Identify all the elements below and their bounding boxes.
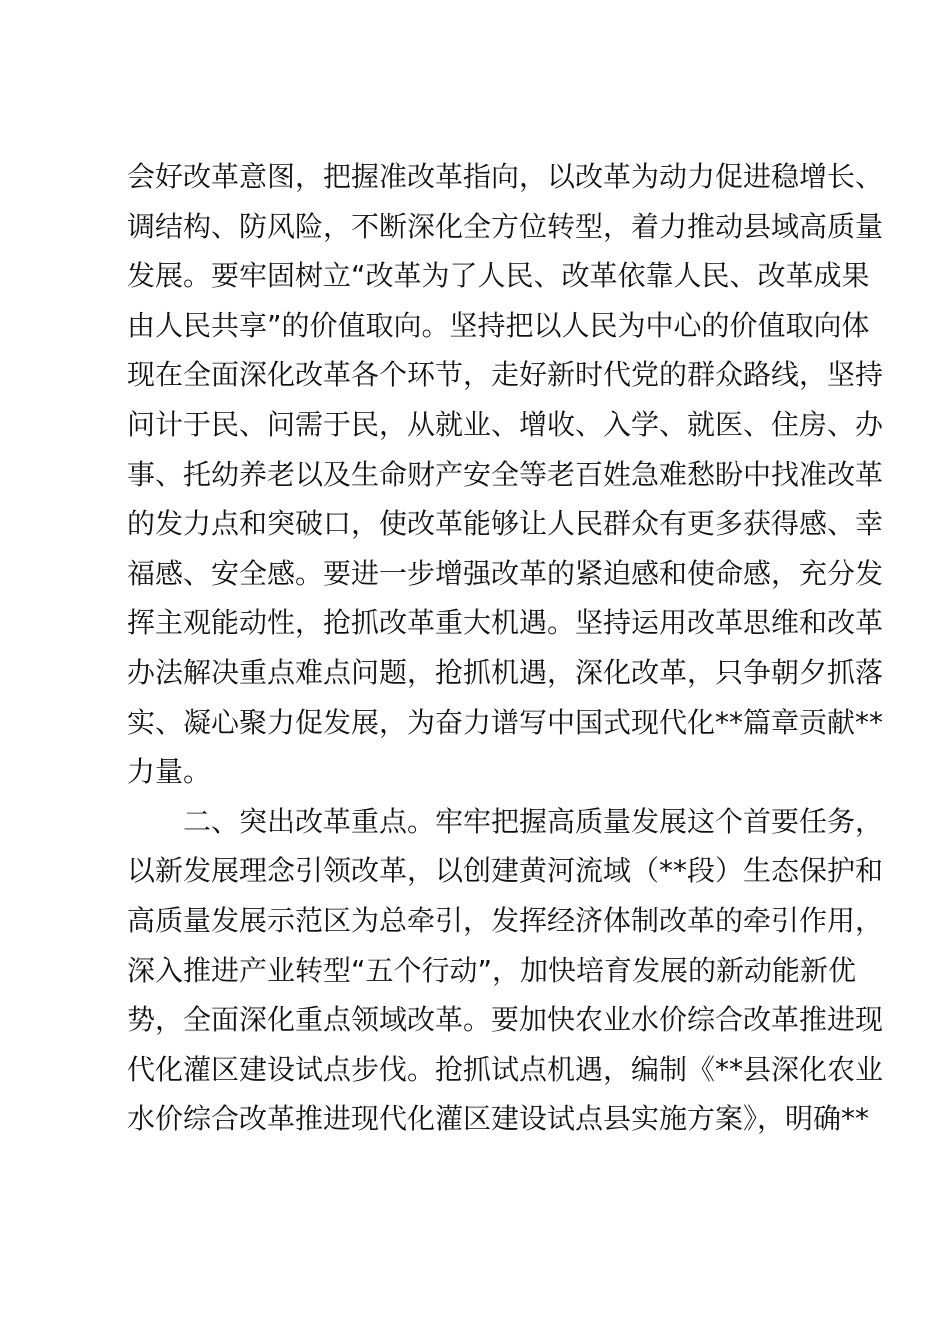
paragraph-line: 事、托幼养老以及生命财产安全等老百姓急难愁盼中找准改革 <box>127 457 884 491</box>
paragraph-line: 的发力点和突破口，使改革能够让人民群众有更多获得感、幸 <box>127 507 884 541</box>
paragraph-line: 实、凝心聚力促发展，为奋力谱写中国式现代化**篇章贡献** <box>127 705 884 739</box>
paragraph-line: 问计于民、问需于民，从就业、增收、入学、就医、住房、办 <box>127 407 884 441</box>
document-body <box>127 152 884 1144</box>
paragraph-line: 办法解决重点难点问题，抢抓机遇，深化改革，只争朝夕抓落 <box>127 655 884 689</box>
paragraph-line: 水价综合改革推进现代化灌区建设试点县实施方案》，明确** <box>127 1102 870 1136</box>
paragraph-line: 由人民共享”的价值取向。坚持把以人民为中心的价值取向体 <box>127 308 870 342</box>
paragraph-line: 会好改革意图，把握准改革指向，以改革为动力促进稳增长、 <box>127 160 884 193</box>
paragraph-1 <box>127 152 884 797</box>
paragraph-line: 调结构、防风险，不断深化全方位转型，着力推动县域高质量 <box>127 209 884 243</box>
paragraph-line: 二、突出改革重点。牢牢把握高质量发展这个首要任务， <box>127 804 884 838</box>
paragraph-line: 发展。要牢固树立“改革为了人民、改革依靠人民、改革成果 <box>127 259 870 293</box>
paragraph-line: 高质量发展示范区为总牵引，发挥经济体制改革的牵引作用， <box>127 903 884 937</box>
paragraph-line: 福感、安全感。要进一步增强改革的紧迫感和使命感，充分发 <box>127 556 884 590</box>
paragraph-line: 代化灌区建设试点步伐。抢抓试点机遇，编制《**县深化农业 <box>127 1052 884 1086</box>
paragraph-line: 挥主观能动性，抢抓改革重大机遇。坚持运用改革思维和改革 <box>127 606 884 640</box>
paragraph-line: 势，全面深化重点领域改革。要加快农业水价综合改革推进现 <box>127 1003 884 1037</box>
paragraph-line: 深入推进产业转型“五个行动”，加快培育发展的新动能新优 <box>127 953 857 987</box>
paragraph-line: 以新发展理念引领改革，以创建黄河流域（**段）生态保护和 <box>127 854 884 888</box>
paragraph-line: 力量。 <box>127 755 212 789</box>
paragraph-2 <box>127 797 884 1144</box>
paragraph-line: 现在全面深化改革各个环节，走好新时代党的群众路线，坚持 <box>127 358 884 392</box>
